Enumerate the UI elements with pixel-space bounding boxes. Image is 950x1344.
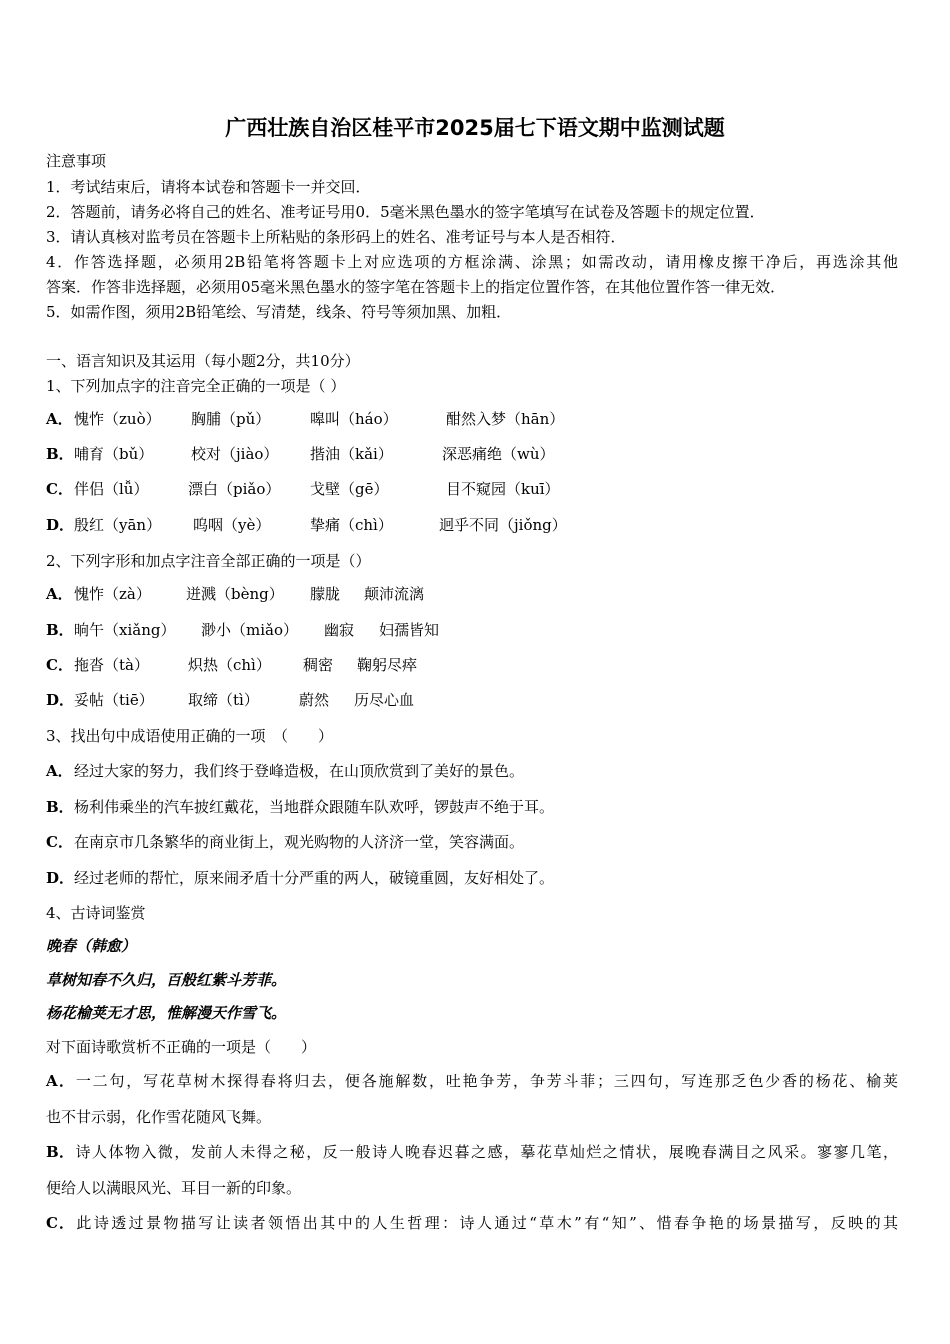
option-item: 迥乎不同（jiǒng） bbox=[439, 516, 567, 534]
option-item: 颠沛流漓 bbox=[364, 585, 425, 603]
option-letter: B． bbox=[46, 445, 74, 463]
option-letter: B． bbox=[46, 621, 74, 639]
option-letter: A． bbox=[46, 585, 73, 603]
option-letter: D． bbox=[46, 869, 75, 887]
option-item: 妥帖（tiē） bbox=[74, 691, 154, 709]
option-item: 历尽心血 bbox=[354, 691, 415, 709]
option-letter: C． bbox=[46, 480, 73, 498]
option-text: 一二句，写花草树木探得春将归去，便各施解数，吐艳争芳，争芳斗菲；三四句，写连那乏色少香的杨花、榆荚 bbox=[74, 1072, 898, 1090]
option-b bbox=[46, 620, 440, 640]
poem-line: 杨花榆荚无才思，惟解漫天作雪飞。 bbox=[46, 1004, 287, 1022]
option-item: 呜咽（yè） bbox=[193, 516, 271, 534]
option-a bbox=[46, 761, 524, 781]
option-item: 幽寂 bbox=[324, 621, 355, 639]
option-text: 诗人体物入微，发前人未得之秘，反一般诗人晚春迟暮之感，摹花草灿烂之情状，展晚春满目之风采。寥寥几笔， bbox=[74, 1143, 898, 1161]
poem-line: 草树知春不久归，百般红紫斗芳菲。 bbox=[46, 971, 287, 989]
notice-item: 答案．作答非选择题，必须用05毫米黑色墨水的签字笔在答题卡上的指定位置作答，在其他位置作答一律无效． bbox=[46, 278, 786, 296]
option-letter: B． bbox=[46, 798, 74, 816]
option-d bbox=[46, 868, 554, 888]
option-b-continued: 便给人以满眼风光、耳目一新的印象。 bbox=[46, 1179, 302, 1197]
option-item: 目不窥园（kuī） bbox=[446, 480, 560, 498]
option-text: 此诗透过景物描写让读者领悟出其中的人生哲理：诗人通过“草木”有“知”、惜春争艳的场景描写，反映的其 bbox=[74, 1214, 898, 1232]
option-c bbox=[46, 832, 524, 852]
option-item: 渺小（miǎo） bbox=[201, 621, 298, 639]
option-c bbox=[46, 479, 560, 499]
option-letter: A． bbox=[46, 410, 73, 428]
option-item: 胸脯（pǔ） bbox=[191, 410, 271, 428]
option-item: 哺育（bǔ） bbox=[74, 445, 154, 463]
option-item: 漂白（piǎo） bbox=[188, 480, 281, 498]
option-item: 校对（jiào） bbox=[191, 445, 279, 463]
option-item: 拖沓（tà） bbox=[74, 656, 149, 674]
option-text: 在南京市几条繁华的商业街上，观光购物的人济济一堂，笑容满面。 bbox=[74, 833, 525, 851]
option-item: 蔚然 bbox=[299, 691, 330, 709]
option-text: 经过大家的努力，我们终于登峰造极，在山顶欣赏到了美好的景色。 bbox=[74, 762, 525, 780]
poem-title: 晚春（韩愈） bbox=[46, 937, 137, 955]
option-item: 晌午（xiǎng） bbox=[74, 621, 176, 639]
question-4-prompt: 对下面诗歌赏析不正确的一项是（ ） bbox=[46, 1038, 317, 1056]
option-letter: C． bbox=[46, 656, 73, 674]
option-item: 戈壁（gē） bbox=[310, 480, 389, 498]
option-item: 愧怍（zà） bbox=[74, 585, 151, 603]
option-a bbox=[46, 1071, 898, 1091]
option-text: 经过老师的帮忙，原来闹矛盾十分严重的两人，破镜重圆，友好相处了。 bbox=[74, 869, 555, 887]
option-b bbox=[46, 797, 554, 817]
option-text: 杨利伟乘坐的汽车披红戴花，当地群众跟随车队欢呼，锣鼓声不绝于耳。 bbox=[74, 798, 555, 816]
option-item: 鞠躬尽瘁 bbox=[357, 656, 418, 674]
notice-item: 4．作答选择题，必须用2B铅笔将答题卡上对应选项的方框涂满、涂黑；如需改动，请用橡皮擦干净后，再选涂其他 bbox=[46, 253, 898, 271]
notice-heading: 注意事项 bbox=[46, 152, 107, 170]
notice-item: 2．答题前，请务必将自己的姓名、准考证号用0．5毫米黑色墨水的签字笔填写在试卷及答题卡的规定位置． bbox=[46, 203, 765, 221]
option-a-continued: 也不甘示弱，化作雪花随风飞舞。 bbox=[46, 1108, 272, 1126]
option-item: 朦胧 bbox=[310, 585, 341, 603]
question-2-stem: 2、下列字形和加点字注音全部正确的一项是（） bbox=[46, 552, 371, 570]
option-a bbox=[46, 409, 565, 429]
question-3-stem: 3、找出句中成语使用正确的一项 （ ） bbox=[46, 727, 334, 745]
option-item: 妇孺皆知 bbox=[379, 621, 440, 639]
option-c bbox=[46, 1213, 898, 1233]
option-item: 迸溅（bèng） bbox=[186, 585, 284, 603]
option-item: 炽热（chì） bbox=[188, 656, 271, 674]
question-4-stem: 4、古诗词鉴赏 bbox=[46, 904, 146, 922]
option-letter: C． bbox=[46, 1214, 74, 1232]
option-d bbox=[46, 690, 415, 710]
option-item: 深恶痛绝（wù） bbox=[442, 445, 555, 463]
notice-item: 3．请认真核对监考员在答题卡上所粘贴的条形码上的姓名、准考证号与本人是否相符． bbox=[46, 228, 626, 246]
option-item: 殷红（yān） bbox=[74, 516, 162, 534]
option-item: 揩油（kǎi） bbox=[310, 445, 393, 463]
option-letter: D． bbox=[46, 516, 75, 534]
page-title: 广西壮族自治区桂平市2025届七下语文期中监测试题 bbox=[225, 116, 725, 140]
option-item: 愧怍（zuò） bbox=[74, 410, 161, 428]
option-item: 取缔（tì） bbox=[188, 691, 259, 709]
notice-item: 1．考试结束后，请将本试卷和答题卡一并交回． bbox=[46, 178, 371, 196]
option-item: 嗥叫（háo） bbox=[310, 410, 398, 428]
option-d bbox=[46, 515, 567, 535]
option-letter: D． bbox=[46, 691, 75, 709]
option-c bbox=[46, 655, 418, 675]
option-letter: A． bbox=[46, 1072, 74, 1090]
option-b bbox=[46, 444, 555, 464]
question-1-stem: 1、下列加点字的注音完全正确的一项是（ ） bbox=[46, 377, 346, 395]
option-b bbox=[46, 1142, 898, 1162]
option-item: 酣然入梦（hān） bbox=[446, 410, 565, 428]
option-item: 稠密 bbox=[303, 656, 334, 674]
option-letter: A． bbox=[46, 762, 73, 780]
option-letter: C． bbox=[46, 833, 73, 851]
notice-item: 5．如需作图，须用2B铅笔绘、写清楚，线条、符号等须加黑、加粗． bbox=[46, 303, 512, 321]
option-item: 挚痛（chì） bbox=[310, 516, 393, 534]
option-letter: B． bbox=[46, 1143, 74, 1161]
option-item: 伴侣（lǚ） bbox=[74, 480, 149, 498]
section-heading: 一、语言知识及其运用（每小题2分，共10分） bbox=[46, 352, 360, 370]
option-a bbox=[46, 584, 425, 604]
